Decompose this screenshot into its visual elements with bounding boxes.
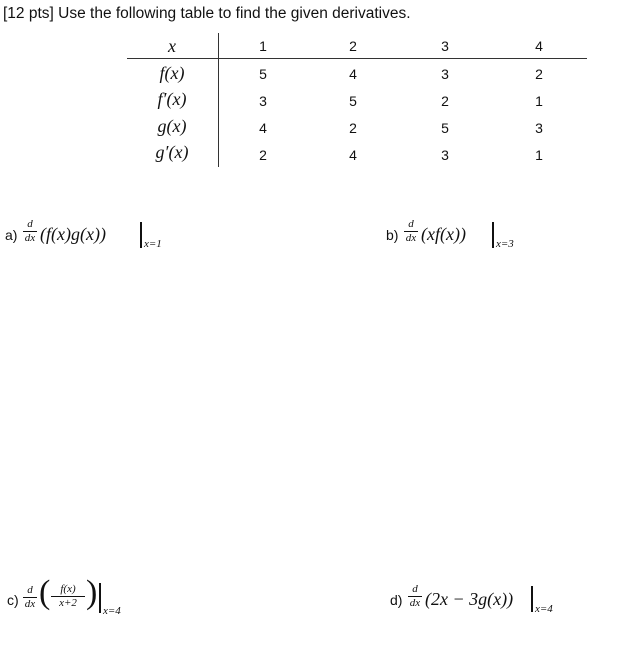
problem-c-evaluation-point: x=4 [103, 605, 121, 617]
table-cell: 4 [259, 120, 267, 136]
problem-d-derivative-operator: d dx [409, 583, 421, 609]
problem-a-label: a) [5, 227, 18, 243]
problem-a-evaluation-bar [140, 222, 142, 248]
problem-c-inner-fraction: f(x) x+2 [51, 584, 85, 609]
problem-a-derivative-operator: d dx [24, 218, 36, 244]
table-row-label-g: g(x) [157, 116, 187, 136]
table-cell: 1 [535, 93, 543, 109]
problem-c-derivative-operator: d dx [24, 584, 36, 610]
table-cell: 1 [535, 147, 543, 163]
problem-c-evaluation-bar [99, 583, 101, 613]
table-cell: 2 [349, 120, 357, 136]
problem-d-evaluation-bar [531, 586, 533, 612]
table-row-label-fprime: f′(x) [157, 89, 187, 109]
table-vertical-divider [218, 33, 219, 167]
problem-b-evaluation-bar [492, 222, 494, 248]
table-cell: 5 [349, 93, 357, 109]
problem-d-evaluation-point: x=4 [535, 603, 553, 615]
problem-c-right-paren: ) [86, 574, 98, 611]
table-x-value: 3 [441, 38, 449, 54]
problem-a-expression: (f(x)g(x)) [40, 224, 106, 244]
problem-b-expression: (xf(x)) [421, 224, 466, 244]
problem-b-derivative-operator: d dx [405, 218, 417, 244]
table-x-value: 2 [349, 38, 357, 54]
table-cell: 3 [535, 120, 543, 136]
table-cell: 3 [441, 66, 449, 82]
table-cell: 3 [259, 93, 267, 109]
table-cell: 2 [441, 93, 449, 109]
problem-c-label: c) [7, 592, 19, 608]
table-cell: 3 [441, 147, 449, 163]
problem-header: [12 pts] Use the following table to find the given derivatives. [3, 5, 411, 22]
table-cell: 4 [349, 147, 357, 163]
table-row-label-f: f(x) [159, 63, 185, 83]
table-cell: 5 [259, 66, 267, 82]
table-x-value: 4 [535, 38, 543, 54]
table-row-label-gprime: g′(x) [155, 142, 189, 162]
problem-d-label: d) [390, 592, 403, 608]
problem-d-expression: (2x − 3g(x)) [425, 589, 514, 609]
table-cell: 2 [259, 147, 267, 163]
table-cell: 5 [441, 120, 449, 136]
problem-a-evaluation-point: x=1 [144, 238, 162, 250]
table-cell: 2 [535, 66, 543, 82]
problem-b-evaluation-point: x=3 [496, 238, 514, 250]
table-x-value: 1 [259, 38, 267, 54]
table-x-header: x [168, 36, 176, 56]
problem-c-left-paren: ( [39, 574, 51, 611]
table-horizontal-divider [127, 58, 587, 59]
table-cell: 4 [349, 66, 357, 82]
problem-b-label: b) [386, 227, 399, 243]
